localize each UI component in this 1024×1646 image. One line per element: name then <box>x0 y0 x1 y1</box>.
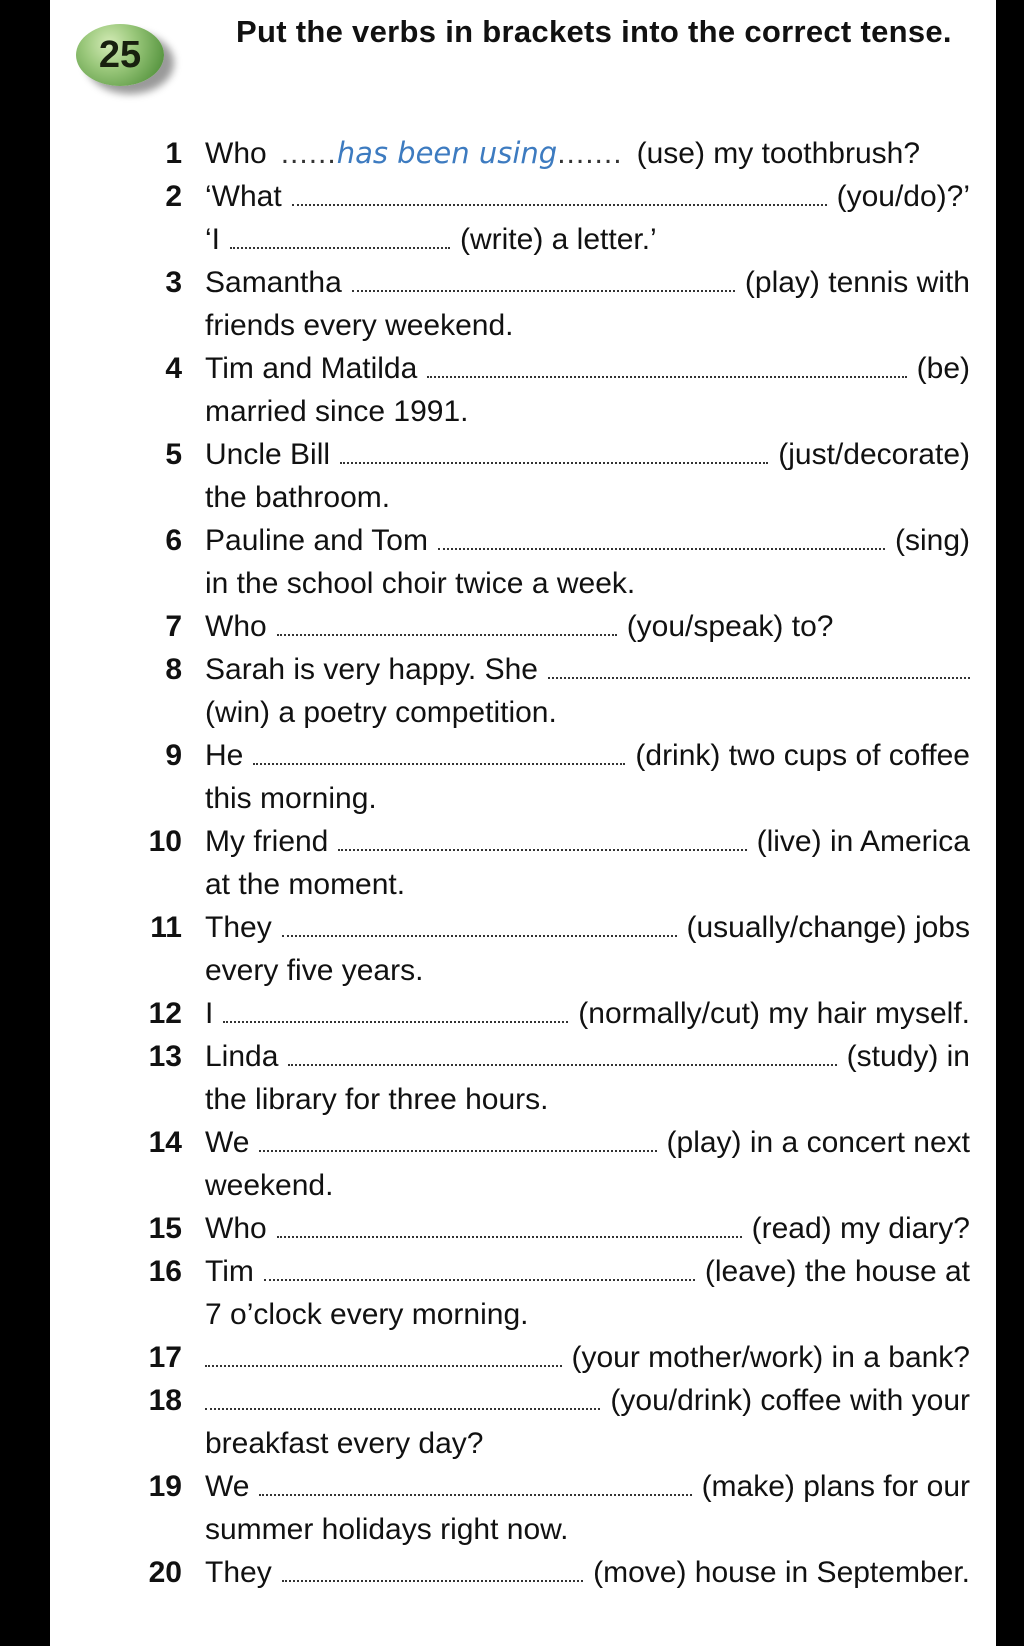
item-number: 1 <box>165 137 182 170</box>
item-text-before: Pauline and Tom <box>205 524 428 557</box>
item-number: 4 <box>165 352 182 385</box>
item-number: 8 <box>165 653 182 686</box>
item-continuation-text: 7 o’clock every morning. <box>205 1298 529 1331</box>
item-number: 16 <box>148 1255 182 1288</box>
item-text-after: (drink) two cups of coffee <box>635 739 970 772</box>
item-text-before: Who <box>205 1212 267 1245</box>
exercise-item-5 <box>90 433 970 519</box>
exercise-item-12 <box>90 992 970 1035</box>
answer-blank[interactable] <box>205 1365 562 1367</box>
item-text-before: We <box>205 1470 250 1503</box>
item-line <box>205 1465 970 1508</box>
item-continuation-text: every five years. <box>205 954 424 987</box>
item-line <box>205 1207 970 1250</box>
item-text-before: He <box>205 739 244 772</box>
exercise-item-17 <box>90 1336 970 1379</box>
item-number: 18 <box>148 1384 182 1417</box>
item-line <box>205 992 970 1035</box>
answer-blank[interactable] <box>338 849 746 851</box>
item-text-after: (read) my diary? <box>751 1212 970 1245</box>
exercise-item-6 <box>90 519 970 605</box>
item-line <box>205 519 970 562</box>
answer-blank[interactable] <box>223 1021 568 1023</box>
exercise-number: 25 <box>98 34 142 76</box>
exercise-item-10 <box>90 820 970 906</box>
example-answer: has been using <box>336 136 558 170</box>
item-line <box>205 218 970 261</box>
answer-blank[interactable] <box>277 1236 742 1238</box>
item-text-after: (sing) <box>894 524 970 557</box>
item-text-after: (study) in <box>846 1040 970 1073</box>
item-line <box>205 1035 970 1078</box>
item-line <box>205 605 970 648</box>
example-line <box>205 132 970 175</box>
exercise-item-15 <box>90 1207 970 1250</box>
item-text-after: (you/speak) to? <box>626 610 834 643</box>
item-continuation-text: friends every weekend. <box>205 309 514 342</box>
item-text-after: (you/drink) coffee with your <box>610 1384 970 1417</box>
item-text-after: (play) in a concert next <box>666 1126 970 1159</box>
item-number: 3 <box>165 266 182 299</box>
exercise-item-example <box>90 132 970 175</box>
item-continuation-text: the bathroom. <box>205 481 391 514</box>
example-dots-left: ...... <box>280 137 337 170</box>
exercise-item-11 <box>90 906 970 992</box>
item-text-after: (write) a letter.’ <box>460 223 657 256</box>
item-continuation-text: summer holidays right now. <box>205 1513 569 1546</box>
item-number: 20 <box>148 1556 182 1589</box>
item-number: 10 <box>148 825 182 858</box>
item-text-after: (you/do)?’ <box>836 180 970 213</box>
item-continuation-text: in the school choir twice a week. <box>205 567 636 600</box>
answer-blank[interactable] <box>253 763 625 765</box>
item-number: 11 <box>150 911 182 944</box>
item-text-after: (be) <box>916 352 970 385</box>
exercise-item-9 <box>90 734 970 820</box>
worksheet-page <box>50 0 996 1646</box>
exercise-item-3 <box>90 261 970 347</box>
item-line <box>205 1379 970 1422</box>
item-line <box>205 175 970 218</box>
item-continuation-text: weekend. <box>205 1169 334 1202</box>
exercise-item-8 <box>90 648 970 734</box>
answer-blank[interactable] <box>427 376 906 378</box>
item-continuation-text: this morning. <box>205 782 377 815</box>
item-text-before: Tim <box>205 1255 254 1288</box>
answer-blank[interactable] <box>438 548 885 550</box>
item-line <box>205 734 970 777</box>
exercise-item-20 <box>90 1551 970 1594</box>
answer-blank[interactable] <box>259 1150 656 1152</box>
item-number: 13 <box>148 1040 182 1073</box>
item-text-before: They <box>205 1556 272 1589</box>
item-line <box>205 906 970 949</box>
item-text-before: My friend <box>205 825 329 858</box>
item-number: 7 <box>165 610 182 643</box>
answer-blank[interactable] <box>230 247 450 249</box>
answer-blank[interactable] <box>277 634 617 636</box>
item-text-before: Tim and Matilda <box>205 352 418 385</box>
answer-blank[interactable] <box>548 677 970 679</box>
item-number: 17 <box>148 1341 182 1374</box>
item-line <box>205 347 970 390</box>
item-continuation-text: the library for three hours. <box>205 1083 549 1116</box>
example-dots-right: ....... <box>557 137 623 170</box>
item-line <box>205 1336 970 1379</box>
item-number: 15 <box>148 1212 182 1245</box>
exercise-item-13 <box>90 1035 970 1121</box>
item-line <box>205 1250 970 1293</box>
answer-blank[interactable] <box>292 204 827 206</box>
exercise-item-2 <box>90 175 970 261</box>
exercise-item-16 <box>90 1250 970 1336</box>
exercise-list <box>90 132 970 1594</box>
item-text-before: Who <box>205 610 267 643</box>
exercise-instruction: Put the verbs in brackets into the correct tense. <box>236 14 952 49</box>
item-text-before: I <box>205 997 214 1030</box>
item-text-before: We <box>205 1126 250 1159</box>
item-number: 6 <box>165 524 182 557</box>
item-text-before: They <box>205 911 272 944</box>
answer-blank[interactable] <box>259 1494 691 1496</box>
item-continuation-text: married since 1991. <box>205 395 469 428</box>
exercise-item-4 <box>90 347 970 433</box>
item-text-after: (leave) the house at <box>704 1255 970 1288</box>
item-text-after: (use) my toothbrush? <box>636 137 921 170</box>
item-continuation-text: breakfast every day? <box>205 1427 484 1460</box>
item-number: 12 <box>148 997 182 1030</box>
item-text-after: (just/decorate) <box>778 438 970 471</box>
item-number: 2 <box>165 180 182 213</box>
item-text-before: Uncle Bill <box>205 438 331 471</box>
item-text-before: ‘I <box>205 223 220 256</box>
item-line <box>205 261 970 304</box>
item-text-after: (usually/change) jobs <box>686 911 970 944</box>
item-line <box>205 1551 970 1594</box>
answer-blank[interactable] <box>288 1064 836 1066</box>
exercise-item-19 <box>90 1465 970 1551</box>
answer-blank[interactable] <box>282 1580 583 1582</box>
exercise-number-badge <box>76 24 164 86</box>
answer-blank[interactable] <box>205 1408 600 1410</box>
item-continuation-text: at the moment. <box>205 868 406 901</box>
item-text-before: Linda <box>205 1040 279 1073</box>
item-text-after: (move) house in September. <box>593 1556 970 1589</box>
item-text-after: (your mother/work) in a bank? <box>571 1341 970 1374</box>
answer-blank[interactable] <box>282 935 677 937</box>
item-text-before: Sarah is very happy. She <box>205 653 538 686</box>
item-text-before: Who <box>205 137 267 170</box>
answer-blank[interactable] <box>352 290 735 292</box>
exercise-item-7 <box>90 605 970 648</box>
item-number: 14 <box>148 1126 182 1159</box>
exercise-item-14 <box>90 1121 970 1207</box>
item-continuation-text: (win) a poetry competition. <box>205 696 557 729</box>
item-text-after: (make) plans for our <box>701 1470 970 1503</box>
item-number: 9 <box>165 739 182 772</box>
item-text-before: Samantha <box>205 266 342 299</box>
item-text-after: (play) tennis with <box>744 266 970 299</box>
item-line <box>205 820 970 863</box>
item-text-before: ‘What <box>205 180 282 213</box>
item-number: 5 <box>165 438 182 471</box>
item-text-after: (normally/cut) my hair myself. <box>578 997 970 1030</box>
answer-blank[interactable] <box>264 1279 695 1281</box>
item-line <box>205 1121 970 1164</box>
answer-blank[interactable] <box>340 462 768 464</box>
exercise-item-18 <box>90 1379 970 1465</box>
item-text-after: (live) in America <box>756 825 970 858</box>
item-number: 19 <box>148 1470 182 1503</box>
item-line <box>205 648 970 691</box>
item-line <box>205 433 970 476</box>
